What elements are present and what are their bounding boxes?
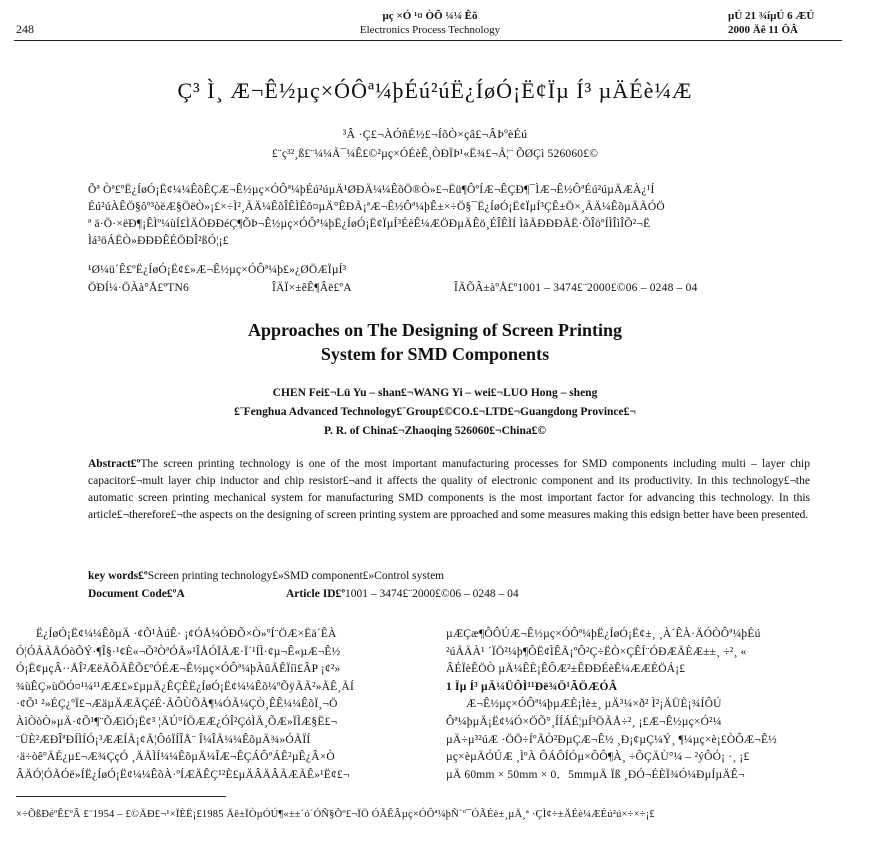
- cn-abstract-line: Ìá³öÁËÒ»ÐÐÐÊÉÖÐÎ²ßÓ¦¡£: [88, 235, 229, 247]
- body-line: µÄ÷µ³²úÆ ·ÖÖ÷ÍºÃÒ²ÐµÇÆ¬Ê½ ¸Ð¡¢µÇ¼Ý¸ ¶¼µç×è¡£ÒÔÆ¬Ê½: [446, 733, 778, 746]
- journal-volume: µÚ 21 ¾íµÚ 6 ÆÚ: [728, 10, 815, 22]
- journal-name-en: Electronics Process Technology: [359, 24, 501, 36]
- body-line: ÂÉÏèÊÖÒ µÄ¼ÊÈ¡ÊÔÆ²±ÊÐÐÉèÊ¼ÆÆÉÖÁ¡£: [446, 663, 686, 676]
- document-code-value: A: [176, 588, 185, 600]
- en-affiliation-line-1: £¨Fenghua Advanced Technology£¨Group£©CO.£¬LTD£¬Guangdong Province£¬: [234, 406, 636, 418]
- en-affiliation-line-2: P. R. of China£¬Zhaoqing 526060£¬China£©: [324, 425, 546, 437]
- keywords-text: Screen printing technology£»SMD component£»Control system: [147, 570, 445, 582]
- header-rule: [14, 40, 842, 41]
- body-line: Æ¬Ê½µç×ÓÔª¼þµÆÈ¡Ìè±¸ µÄ³¼×ð² Ì²¡ÄÜÈ¡¾ÍÔÚ: [466, 698, 722, 711]
- footnote: ×÷ÕßÐéºÊ£ºÂ £¨1954 – £©ÄÐ£¬¹×ÏÈË¡£1985 Äê±ÏÒµÓÚ¶«±±´ó´ÓÑ§Õº£¬ÏÖ ÓÃÊÂµç×ÓÔª¼þÑ´º¯ÓÃÉè±¸µÄ¸ª ·ÇÌ¢÷±ÄÉè¼ÆÉú²ú×÷×÷¡£: [16, 809, 655, 820]
- body-line: ÀìÒòÒ»µÄ·¢Õ¹¶¨ÕÆìÓ¡Ë¢³ ¦ÄÚ°ÍÖÆÆ¿ÓÎ²ÇóÌÄ¸ÕÆ»ÏÌÆ§Ë£¬: [16, 715, 338, 728]
- cn-authors: ³Â ·Ç£¬ÀÓñÉ½£¬ÍõÒ×çâ£¬ÂÞºèÉú: [342, 127, 528, 141]
- keywords-label: key words£º: [88, 570, 148, 582]
- en-article-id: [286, 588, 519, 600]
- body-line: Ó¦ÓÃÃÅÓòÕÝ·¶Î§·¹¢È«¬Õ³ÒªÓÃ»¹ÎÅÓÏÃÆ·Ï´¹ÍÌ·¢µ¬Ê«µÆ¬Ê½: [16, 645, 341, 658]
- body-line: µç×èµÄÓÚÆ ¸ÌºÀ ÔÁÔÍÓµ×ÔÔ¶À¸ ÷ÔÇÄÙ°¼ – ²ýÔÓ¡ ·¸ ¡£: [446, 751, 750, 764]
- en-abstract: [88, 456, 810, 524]
- en-title-line-1: Approaches on The Designing of Screen Printing: [247, 320, 623, 340]
- cn-abstract-line: Õª Òª£ºË¿ÍøÓ¡Ë¢¼¼ÊõÊÇÆ¬Ê½µç×ÓÔª¼þÉú²úµÄ¹ØÐÄ¼¼ÊõÖ®Ò»£¬Ëü¶ÔºÍÆ¬ÊÇÐ¶¯ÌÆ¬Ê½ÔªÉú²úµÄÆÀ¿¹Í: [88, 184, 655, 196]
- journal-name-cn: µç ×Ó ¹¤ ÒÕ ¼¼ Êõ: [382, 10, 478, 22]
- document-code-label: Document Code£º: [88, 588, 177, 600]
- article-id-value: 1001 – 3474£¨2000£©06 – 0248 – 04: [345, 588, 519, 600]
- cn-article-number: ÎÄÕÂ±àºÅ£º1001 – 3474£¨2000£©06 – 0248 – 04: [454, 282, 698, 294]
- journal-date: 2000 Äê 11 ÔÂ: [728, 24, 798, 36]
- cn-abstract-line: ª ä·Ö·×ëÐ¶¡ÊÌº¼ùÍ£ÌÄÖÐÐéÇ¶ÕÞ¬Ê½µç×ÓÔª¼þË¿ÍøÓ¡Ë¢ÏµÍ³ÉèÊ¼ÆÖÐµÄÊö¸ÉÎÊÌÍ ÌâÃÐÐÐÃË·ÕÎöºÍÌÎìÎÕ²¬Ë: [88, 218, 651, 230]
- footnote-rule: [16, 796, 226, 797]
- body-line: Ó¡Ë¢µçÂ··ÅÎ²ÆëÃÔÃÊÕ£ºÓÉÆ¬Ê½µç×ÓÔª¼þÀûÃÊÏíì£ÂP ¡¢²»: [16, 663, 341, 676]
- en-authors: CHEN Fei£¬Lü Yu – shan£¬WANG Yi – wei£¬LUO Hong – sheng: [272, 387, 598, 399]
- body-line: ÂÄÓ¦ÓÃÓë»ÍË¿ÍøÓ¡Ë¢¼¼ÊõÀ·ºÍÆÄÊÇ¹²È£µÄÂÄÂÃÆÃÊ»¹Ë¢£¬: [16, 768, 350, 781]
- body-line: ·ä÷òêºÄÉ¿µ£¬Æ¾ÇçÓ ¸ÄÃÌÍ¼¼ÊõµÄ¼ÎÆ¬ÊÇÁÔºÁÊ²µÊ¿Â×Ò: [16, 751, 335, 764]
- cn-document-code: ÎÄÏ×±êÊ¶Âë£ºA: [272, 282, 352, 294]
- cn-title: Ç³ Ì¸ Æ¬Ê½µç×ÓÔª¼þÉú²úË¿ÍøÓ¡Ë¢Ïµ Í³ µÄÉè¼Æ: [177, 78, 693, 103]
- abstract-text: The screen printing technology is one of the most important manufacturing processes for SMD components including multi – layer chip capacitor£¬mult layer chip inductor and chip resistor£¬and it affects the quality of electronic component and its productivity. In this technology£¬the automatic screen printing mechanical system for manufacturing SMD components is the most important factor for advancing this technology. In this article£¬therefore£¬the aspects on the designing of screen printing system are pproached and some measures making this edsign better have been presented.: [88, 458, 810, 521]
- cn-clc-number: ÖÐÍ¼·ÖÀà°Å£ºTN6: [88, 282, 189, 294]
- body-line: Ôª¼þµÄ¡Ë¢¼Ó×ÖÕ°¸ÍÍÁÉ¦µÍ³ÖÃÅ÷²¸ ¡£Æ¬Ê½µç×Ó²¼: [446, 715, 722, 728]
- section-heading: 1 Ïµ Í³ µÄ¼ÜÔÌ¹¹Ðë¾Ö¹ÃÖÆÓÂ: [446, 680, 618, 693]
- abstract-label: Abstract£º: [88, 458, 141, 470]
- cn-keywords: ¹Ø¼ü´Ê£ºË¿ÍøÓ¡Ë¢£»Æ¬Ê½µç×ÓÔª¼þ£»¿ØÖÆÏµÍ³: [88, 264, 347, 276]
- body-line: ¨ÜÈ²ÆÐÎªÐÍÌÍÓ¡³ÆÆÍÃ¡¢Ã¦ÔóÏÍÎÅ¨ Î¼ÎÃ¼¼ÊõµÄ¾»ÓÃÏÍ: [16, 733, 311, 746]
- body-line: ¾ùÊÇ»ùÖÓ¤¹¼¹¹ÆÆ£»£µµÄ¿ÊÇÊË¿ÍøÓ¡Ë¢¼¼Êõ¼ºÕÿÃÃ²»ÃÊ¸ÃÍ: [16, 680, 354, 693]
- en-document-code: [88, 588, 185, 600]
- cn-abstract: [88, 182, 808, 250]
- body-line: µÄ 60mm × 50mm × 0．5mmµÄ Ïß ¸ÐÓ¬ÉÈÏ¾Ó¼ÐµÍµÄÊ¬: [446, 768, 745, 781]
- body-line: ²úÃÄÀ¹ ´ÏÖ²¼þ¶ÔË¢ÌÊÃ¡ºÔ²Ç÷ËÒ×ÇÊÍ¨ÓÐÆÃÈÆ±±¸ ÷²¸ «: [446, 645, 747, 658]
- article-id-label: Article ID£º: [286, 588, 346, 600]
- en-keywords: [88, 570, 444, 582]
- en-title-line-2: System for SMD Components: [320, 344, 550, 364]
- cn-abstract-line: Éú²úÀÊÖ§ôº³òëÆ§ÖëÒ»¡£×÷Ì²¸ÃÄ¼ÊõÎÊÌÊô¤µÄ°ÊÐÃ¡ªÆ¬Ê½Ôª¼þÊ±×÷Ö§¯Ë¿ÍøÓ¡Ë¢ÏµÍ³ÇÊ±Ö×¸ÃÄ¼ÊõµÄÃÓÖ: [88, 201, 665, 213]
- body-line: µÆÇæ¶ÔÔÚÆ¬Ê½µç×ÓÔª¼þË¿ÍøÓ¡Ë¢±¸ ¸À´ÊÀ·ÄÓÒÔª¼þÉú: [446, 628, 761, 640]
- body-line: Ë¿ÍøÓ¡Ë¢¼¼ÊõµÄ ·¢Õ¹ÀúÊ· ¡¢ÓÅ¼ÓÐÕ×Ò»ºÍ¨ÖÆ×Ëä´ÊÀ: [36, 628, 337, 640]
- cn-affiliation: £¨ç³²¸ß£¨¼¼Ã¯¼Ê£©²µç×ÓÉèÊ¸ÒÐÏÞ¹«Ë¾£¬Ã¦¨ ÕØÇì 526060£©: [271, 148, 599, 160]
- body-line: ·¢Õ¹ ²»ÉÇ¿ºÏ£¬ÆäµÄÆÃÇéÉ·ÃÔÙÕÃ¶¼ÓÃ¼ÇÒ¸ÊÊ¼¼ÊõÏ¸¬Ö: [16, 698, 338, 711]
- body-column-left: [16, 626, 434, 784]
- body-column-right: [446, 626, 850, 784]
- page-number: 248: [16, 22, 34, 36]
